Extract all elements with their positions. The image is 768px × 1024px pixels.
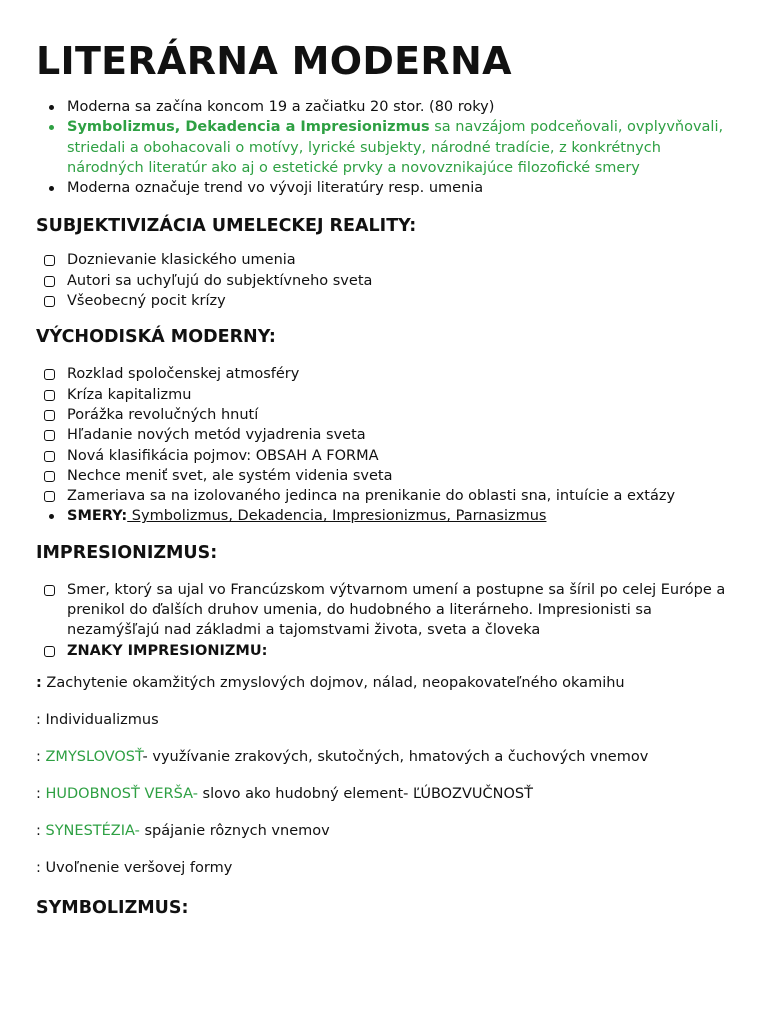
znak-text: Zachytenie okamžitých zmyslových dojmov, nálad, neopakovateľného okamihu — [41, 674, 625, 691]
smery-item — [36, 506, 732, 526]
smery-value: Symbolizmus, Dekadencia, Impresionizmus, Parnasizmus — [127, 508, 547, 525]
znak-prefix: : — [36, 674, 42, 691]
checkbox-item-text: Nechce meniť svet, ale systém videnia sveta — [67, 467, 393, 484]
znak-text: Individualizmus — [40, 711, 159, 728]
znak-text: spájanie rôznych vnemov — [139, 822, 330, 839]
znak-line — [36, 858, 732, 878]
checkbox-item-text: Doznievanie klasického umenia — [67, 252, 296, 269]
znak-line — [36, 710, 732, 730]
checkbox-item — [36, 466, 732, 486]
list-item — [36, 97, 732, 117]
impresionizmus-list — [36, 580, 732, 661]
znak-term: HUDOBNOSŤ VERŠA- — [40, 785, 198, 802]
vychodiska-list — [36, 364, 732, 526]
list-item — [36, 117, 732, 178]
znak-line — [36, 673, 732, 693]
znak-line — [36, 784, 732, 804]
checkbox-item — [36, 271, 732, 291]
checkbox-item-text: Všeobecný pocit krízy — [67, 293, 226, 310]
smery-label: SMERY: — [67, 508, 128, 525]
checkbox-item-text: Hľadanie nových metód vyjadrenia sveta — [67, 427, 366, 444]
section-heading-symbolizmus: SYMBOLIZMUS: — [36, 897, 189, 918]
znak-prefix: : — [36, 822, 41, 839]
checkbox-item-text: Kríza kapitalizmu — [67, 386, 192, 403]
intro-list — [36, 97, 732, 198]
section-heading-vychodiska: VÝCHODISKÁ MODERNY: — [36, 327, 276, 348]
checkbox-item — [36, 580, 732, 641]
znak-prefix: : — [36, 785, 41, 802]
znak-line — [36, 747, 732, 767]
znak-text: Uvoľnenie veršovej formy — [40, 859, 233, 876]
checkbox-item — [36, 446, 732, 466]
checkbox-item — [36, 425, 732, 445]
checkbox-item — [36, 250, 732, 270]
znak-prefix: : — [36, 859, 41, 876]
checkbox-item-text: Nová klasifikácia pojmov: OBSAH A FORMA — [67, 447, 379, 464]
znak-line — [36, 821, 732, 841]
list-item-text: sa navzájom podceňovali, ovplyvňovali, striedali a obohacovali o motívy, lyrické subjekty, národné tradície, z konkrétnych národných literatúr ako aj o estetické prvky a novovznikajúce filozofické smery — [67, 119, 724, 176]
section-heading-subjektivizacia: SUBJEKTIVIZÁCIA UMELECKEJ REALITY: — [36, 216, 417, 237]
znak-prefix: : — [36, 748, 41, 765]
highlight-text: Symbolizmus, Dekadencia a Impresionizmus — [67, 119, 430, 136]
list-item-text: Moderna sa začína koncom 19 a začiatku 20 stor. (80 roky) — [67, 99, 495, 115]
checkbox-item — [36, 385, 732, 405]
znak-term: SYNESTÉZIA- — [40, 822, 140, 839]
page-title: LITERÁRNA MODERNA — [36, 39, 512, 83]
znak-text: - využívanie zrakových, skutočných, hmatových a čuchových vnemov — [142, 748, 649, 765]
znak-prefix: : — [36, 711, 41, 728]
znak-text: slovo ako hudobný element- ĽÚBOZVUČNOSŤ — [197, 785, 533, 802]
checkbox-item-text: Smer, ktorý sa ujal vo Francúzskom výtvarnom umení a postupne sa šíril po celej Európe a prenikol do ďalších druhov umenia, do hudobného a literárneho. Impresionisti sa nezamýšľajú nad základmi a tajomstvami života, sveta a človeka — [67, 581, 726, 639]
checkbox-item — [36, 291, 732, 311]
checkbox-item — [36, 364, 732, 384]
znak-term: ZMYSLOVOSŤ — [40, 748, 143, 765]
znaky-label: ZNAKY IMPRESIONIZMU: — [67, 642, 268, 659]
checkbox-item-text: Autori sa uchyľujú do subjektívneho sveta — [67, 272, 373, 289]
checkbox-item — [36, 641, 732, 661]
list-item — [36, 178, 732, 198]
section-heading-impresionizmus: IMPRESIONIZMUS: — [36, 542, 218, 563]
subjektivizacia-list — [36, 250, 732, 311]
checkbox-item — [36, 405, 732, 425]
checkbox-item-text: Zameriava sa na izolovaného jedinca na prenikanie do oblasti sna, intuície a extázy — [67, 488, 676, 505]
checkbox-item-text: Rozklad spoločenskej atmosféry — [67, 366, 300, 383]
checkbox-item-text: Porážka revolučných hnutí — [67, 406, 259, 423]
list-item-text: Moderna označuje trend vo vývoji literatúry resp. umenia — [67, 180, 484, 197]
checkbox-item — [36, 486, 732, 506]
